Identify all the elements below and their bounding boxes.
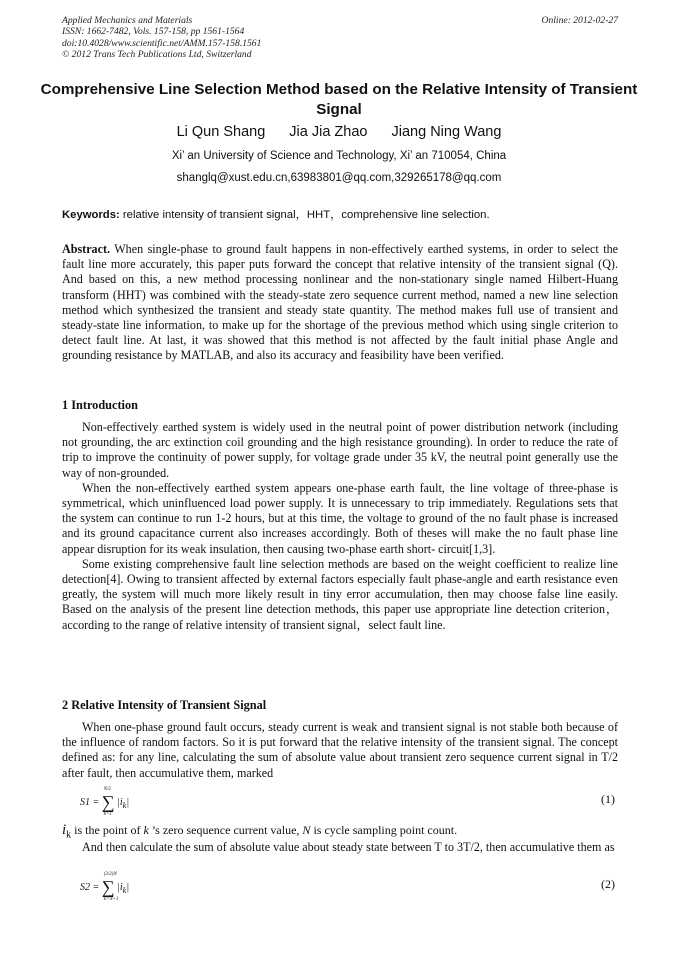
summation-symbol: ∑ N/2 k=1 [101,787,115,817]
journal-name: Applied Mechanics and Materials [62,15,193,26]
keywords-label: Keywords: [62,209,120,221]
section2-body-cont [62,840,618,855]
sum-lower-limit: k=N+1 [103,897,119,902]
abstract-label: Abstract. [62,242,111,256]
paragraph: Some existing comprehensive fault line selection methods are based on the weight coefficient to realize line detection[4]. Owing to transient affected by external factors especially fault phase-angle and earth resistance even greatly, the system will much more likely result in tiny error accumulation, then may choose false line easily. Based on the analysis of the present line detection methods, this paper use appropriate line detection criterion，according to the range of relative intensity of transient signal，select fault line. [62,556,618,632]
equation-1 [80,787,618,817]
k-symbol: k [143,823,149,837]
online-date: Online: 2012-02-27 [541,15,618,26]
keywords-text: relative intensity of transient signal，HHT，comprehensive line selection. [122,209,490,221]
sum-lower-limit: k=1 [103,812,112,817]
section2-body [62,720,618,781]
equation-formula: S1 = ∑ N/2 k=1 $|i_k|$ [80,787,130,817]
equation-formula: S2 = ∑ (3/2)N k=N+1 $|i_k|$ [80,872,130,902]
journal-header [62,15,618,60]
equation-lhs: S2 = [80,881,100,893]
author-name: Jiang Ning Wang [391,124,502,140]
ik-text: is cycle sampling point count. [310,823,458,837]
equation-lhs: S1 = [80,796,100,808]
equation-subscript: k [122,885,127,895]
equation-2 [80,872,618,902]
equation-number: (2) [601,877,615,891]
ik-text: is the point of [71,823,144,837]
paper-title: Comprehensive Line Selection Method based on the Relative Intensity of Transient Signal [40,81,638,118]
summation-symbol: ∑ (3/2)N k=N+1 [101,872,119,902]
paragraph: And then calculate the sum of absolute value about steady state between T to 3T/2, then accumulative them as [82,840,615,854]
author-name: Jia Jia Zhao [289,124,368,140]
n-symbol: N [302,823,311,837]
abstract [62,242,618,364]
paragraph: When the non-effectively earthed system appears one-phase earth fault, the line voltage of three-phase is symmetrical, which uninfluenced load power supply. It is unnecessary to trip immediately. Regulations sets that the system can continue to run 1-2 hours, but at this time, the voltage to ground of the no fault phase is increased and its ground capacitance current also increases accordingly. Both of theses will make the no fault phase line appear disruption for its weak insulation, then causing two-phase earth short- circuit[1,3]. [62,480,618,556]
equation-term: i [119,881,123,893]
ik-definition [62,822,457,840]
ik-text: ’s zero sequence current value, [148,823,303,837]
copyright-line: © 2012 Trans Tech Publications Ltd, Switzerland [62,48,252,60]
sum-upper-limit: N/2 [103,787,111,792]
keywords [62,206,618,222]
author-name: Li Qun Shang [176,124,266,140]
author-emails: shanglq@xust.edu.cn,63983801@qq.com,329265178@qq.com [176,172,502,184]
section-heading: 2 Relative Intensity of Transient Signal [62,698,267,712]
ik-symbol: i [62,822,67,838]
sum-upper-limit: (3/2)N [103,872,117,877]
equation-term: i [119,796,123,808]
author-list [0,124,678,140]
introduction-body [62,420,618,633]
abstract-text: When single-phase to ground fault happens in non-effectively earthed systems, in order to select the fault line more accurately, this paper puts forward the concept that relative intensity of the transient signal (Q). And based on this, a new method processing nonlinear and the non-stationary single named Hilbert-Huang transform (HHT) was combined with the steady-state zero sequence current method, named a new line selection method which synthesized the transient and steady state quantity. The method makes full use of transient and steady-state line information, to make up for the shortage of the previous method which using single criterion to detect fault line. At last, it was showed that this method is not affected by the fault initial phase Angle and grounding resistance by MATLAB, and also its accuracy and feasibility have been verified. [62,242,618,363]
paragraph: When one-phase ground fault occurs, steady current is weak and transient signal is not stable both because of the influence of random factors. So it is put forward that the relative intensity of the transient signal. The concept defined as: for any line, calculating the sum of absolute value about transient zero sequence current signal in T/2 after fault, then accumulative them, marked [62,720,618,780]
equation-subscript: k [122,800,127,810]
issn-line: ISSN: 1662-7482, Vols. 157-158, pp 1561-1564 [62,26,245,38]
affiliation: Xi’ an University of Science and Technology, Xi’ an 710054, China [171,150,507,162]
equation-number: (1) [601,792,615,806]
doi-line: doi:10.4028/www.scientific.net/AMM.157-158.1561 [62,37,262,49]
ik-subscript: k [66,829,72,841]
paragraph: Non-effectively earthed system is widely used in the neutral point of power distribution network (including not grounding, the arc extinction coil grounding and the high resistance grounding). In order to reduce the rate of trip to improve the continuity of power supply, for voltage grade under 35 kV, the neutral point generally use the way of non-grounded. [62,420,618,480]
section-heading: 1 Introduction [62,398,138,412]
